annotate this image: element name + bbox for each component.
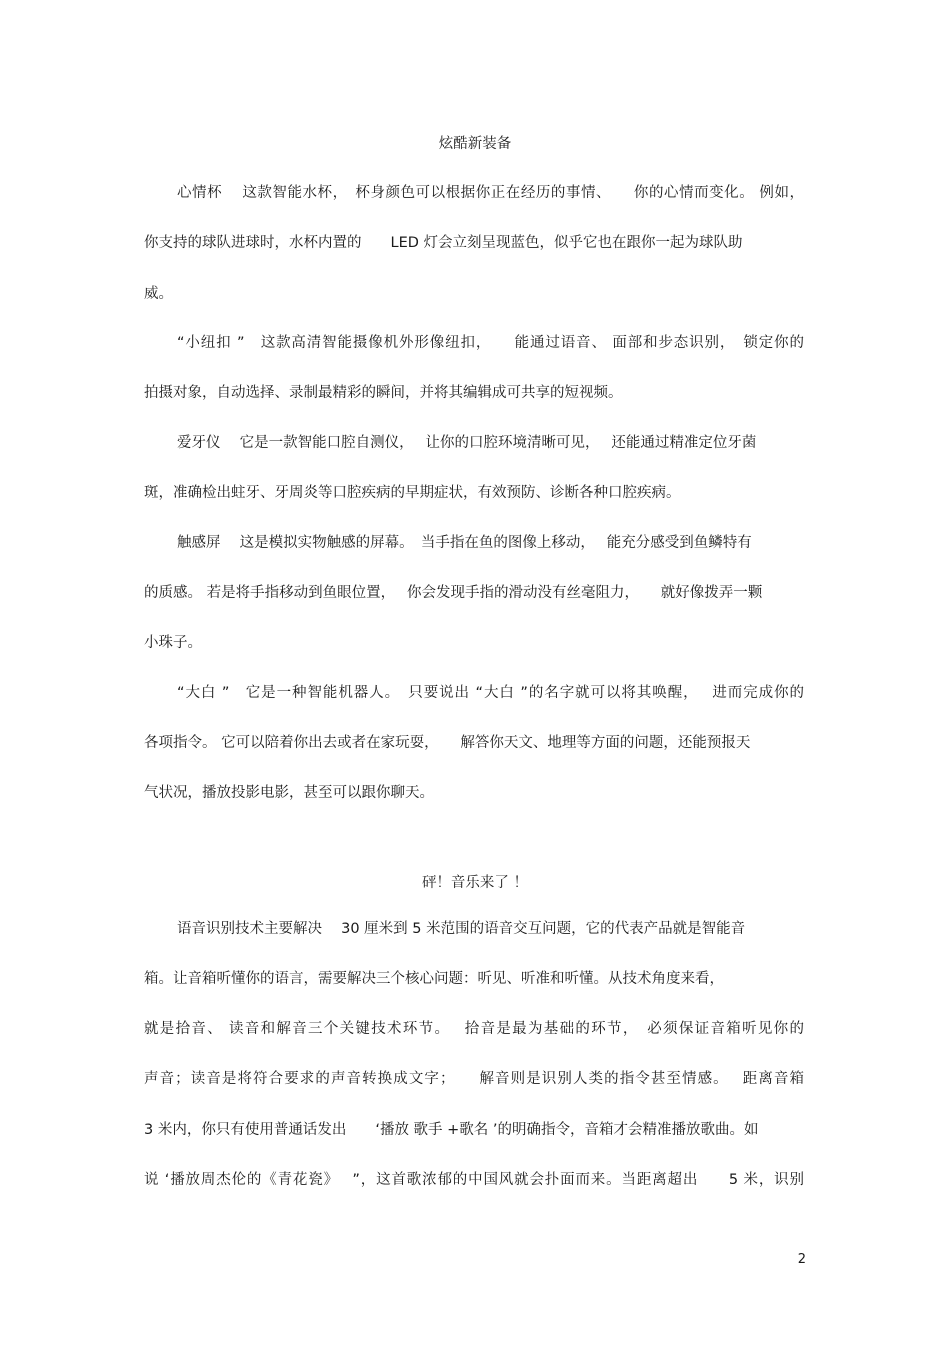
section-title: 砰！音乐来了 ！ xyxy=(421,875,529,891)
paragraph-line: 的质感。 若是将手指移动到鱼眼位置， 你会发现手指的滑动没有丝毫阻力， 就好像拨弄一颗 xyxy=(144,585,763,601)
paragraph-line: 箱。让音箱听懂你的语言，需要解决三个核心问题：听见、听准和听懂。从技术角度来看， xyxy=(144,971,724,987)
paragraph-line: 3 米内，你只有使用普通话发出 ‘播放 歌手 +歌名 ’的明确指令，音箱才会精准播放歌曲。如 xyxy=(144,1122,759,1138)
paragraph-line: 声音；读音是将符合要求的声音转换成文字； 解音则是识别人类的指令甚至情感。 距离音箱 xyxy=(144,1071,804,1087)
paragraph-line: 就是拾音、 读音和解音三个关键技术环节。 拾音是最为基础的环节， 必须保证音箱听见你的 xyxy=(144,1021,804,1037)
paragraph-line: 拍摄对象，自动选择、录制最精彩的瞬间，并将其编辑成可共享的短视频。 xyxy=(144,385,623,401)
paragraph-line: 心情杯 这款智能水杯， 杯身颜色可以根据你正在经历的事情、 你的心情而变化。 例如， xyxy=(177,185,804,201)
paragraph-line: “大白 ” 它是一种智能机器人。 只要说出 “大白 ”的名字就可以将其唤醒， 进而完成你的 xyxy=(177,685,804,701)
paragraph-line: 气状况，播放投影电影，甚至可以跟你聊天。 xyxy=(144,785,434,801)
section-title: 炫酷新装备 xyxy=(438,136,512,152)
page-number: 2 xyxy=(797,1252,806,1267)
paragraph-line: 小珠子。 xyxy=(144,635,202,651)
paragraph-line: 斑，准确检出蛀牙、牙周炎等口腔疾病的早期症状，有效预防、诊断各种口腔疾病。 xyxy=(144,485,681,501)
paragraph-line: 触感屏 这是模拟实物触感的屏幕。 当手指在鱼的图像上移动， 能充分感受到鱼鳞特有 xyxy=(177,535,752,551)
paragraph-line: 爱牙仪 它是一款智能口腔自测仪， 让你的口腔环境清晰可见， 还能通过精准定位牙菌 xyxy=(177,435,757,451)
paragraph-line: “小纽扣 ” 这款高清智能摄像机外形像纽扣， 能通过语音、 面部和步态识别， 锁定你的 xyxy=(177,335,804,351)
paragraph-line: 你支持的球队进球时，水杯内置的 LED 灯会立刻呈现蓝色，似乎它也在跟你一起为球队助 xyxy=(144,235,743,251)
paragraph-line: 语音识别技术主要解决 30 厘米到 5 米范围的语音交互问题，它的代表产品就是智能音 xyxy=(177,921,746,937)
paragraph-line: 各项指令。 它可以陪着你出去或者在家玩耍， 解答你天文、地理等方面的问题，还能预报天 xyxy=(144,735,751,751)
paragraph-line: 威。 xyxy=(144,286,173,302)
paragraph-line: 说 ‘播放周杰伦的《青花瓷》 ”，这首歌浓郁的中国风就会扑面而来。当距离超出 5 米，识别 xyxy=(144,1172,804,1188)
